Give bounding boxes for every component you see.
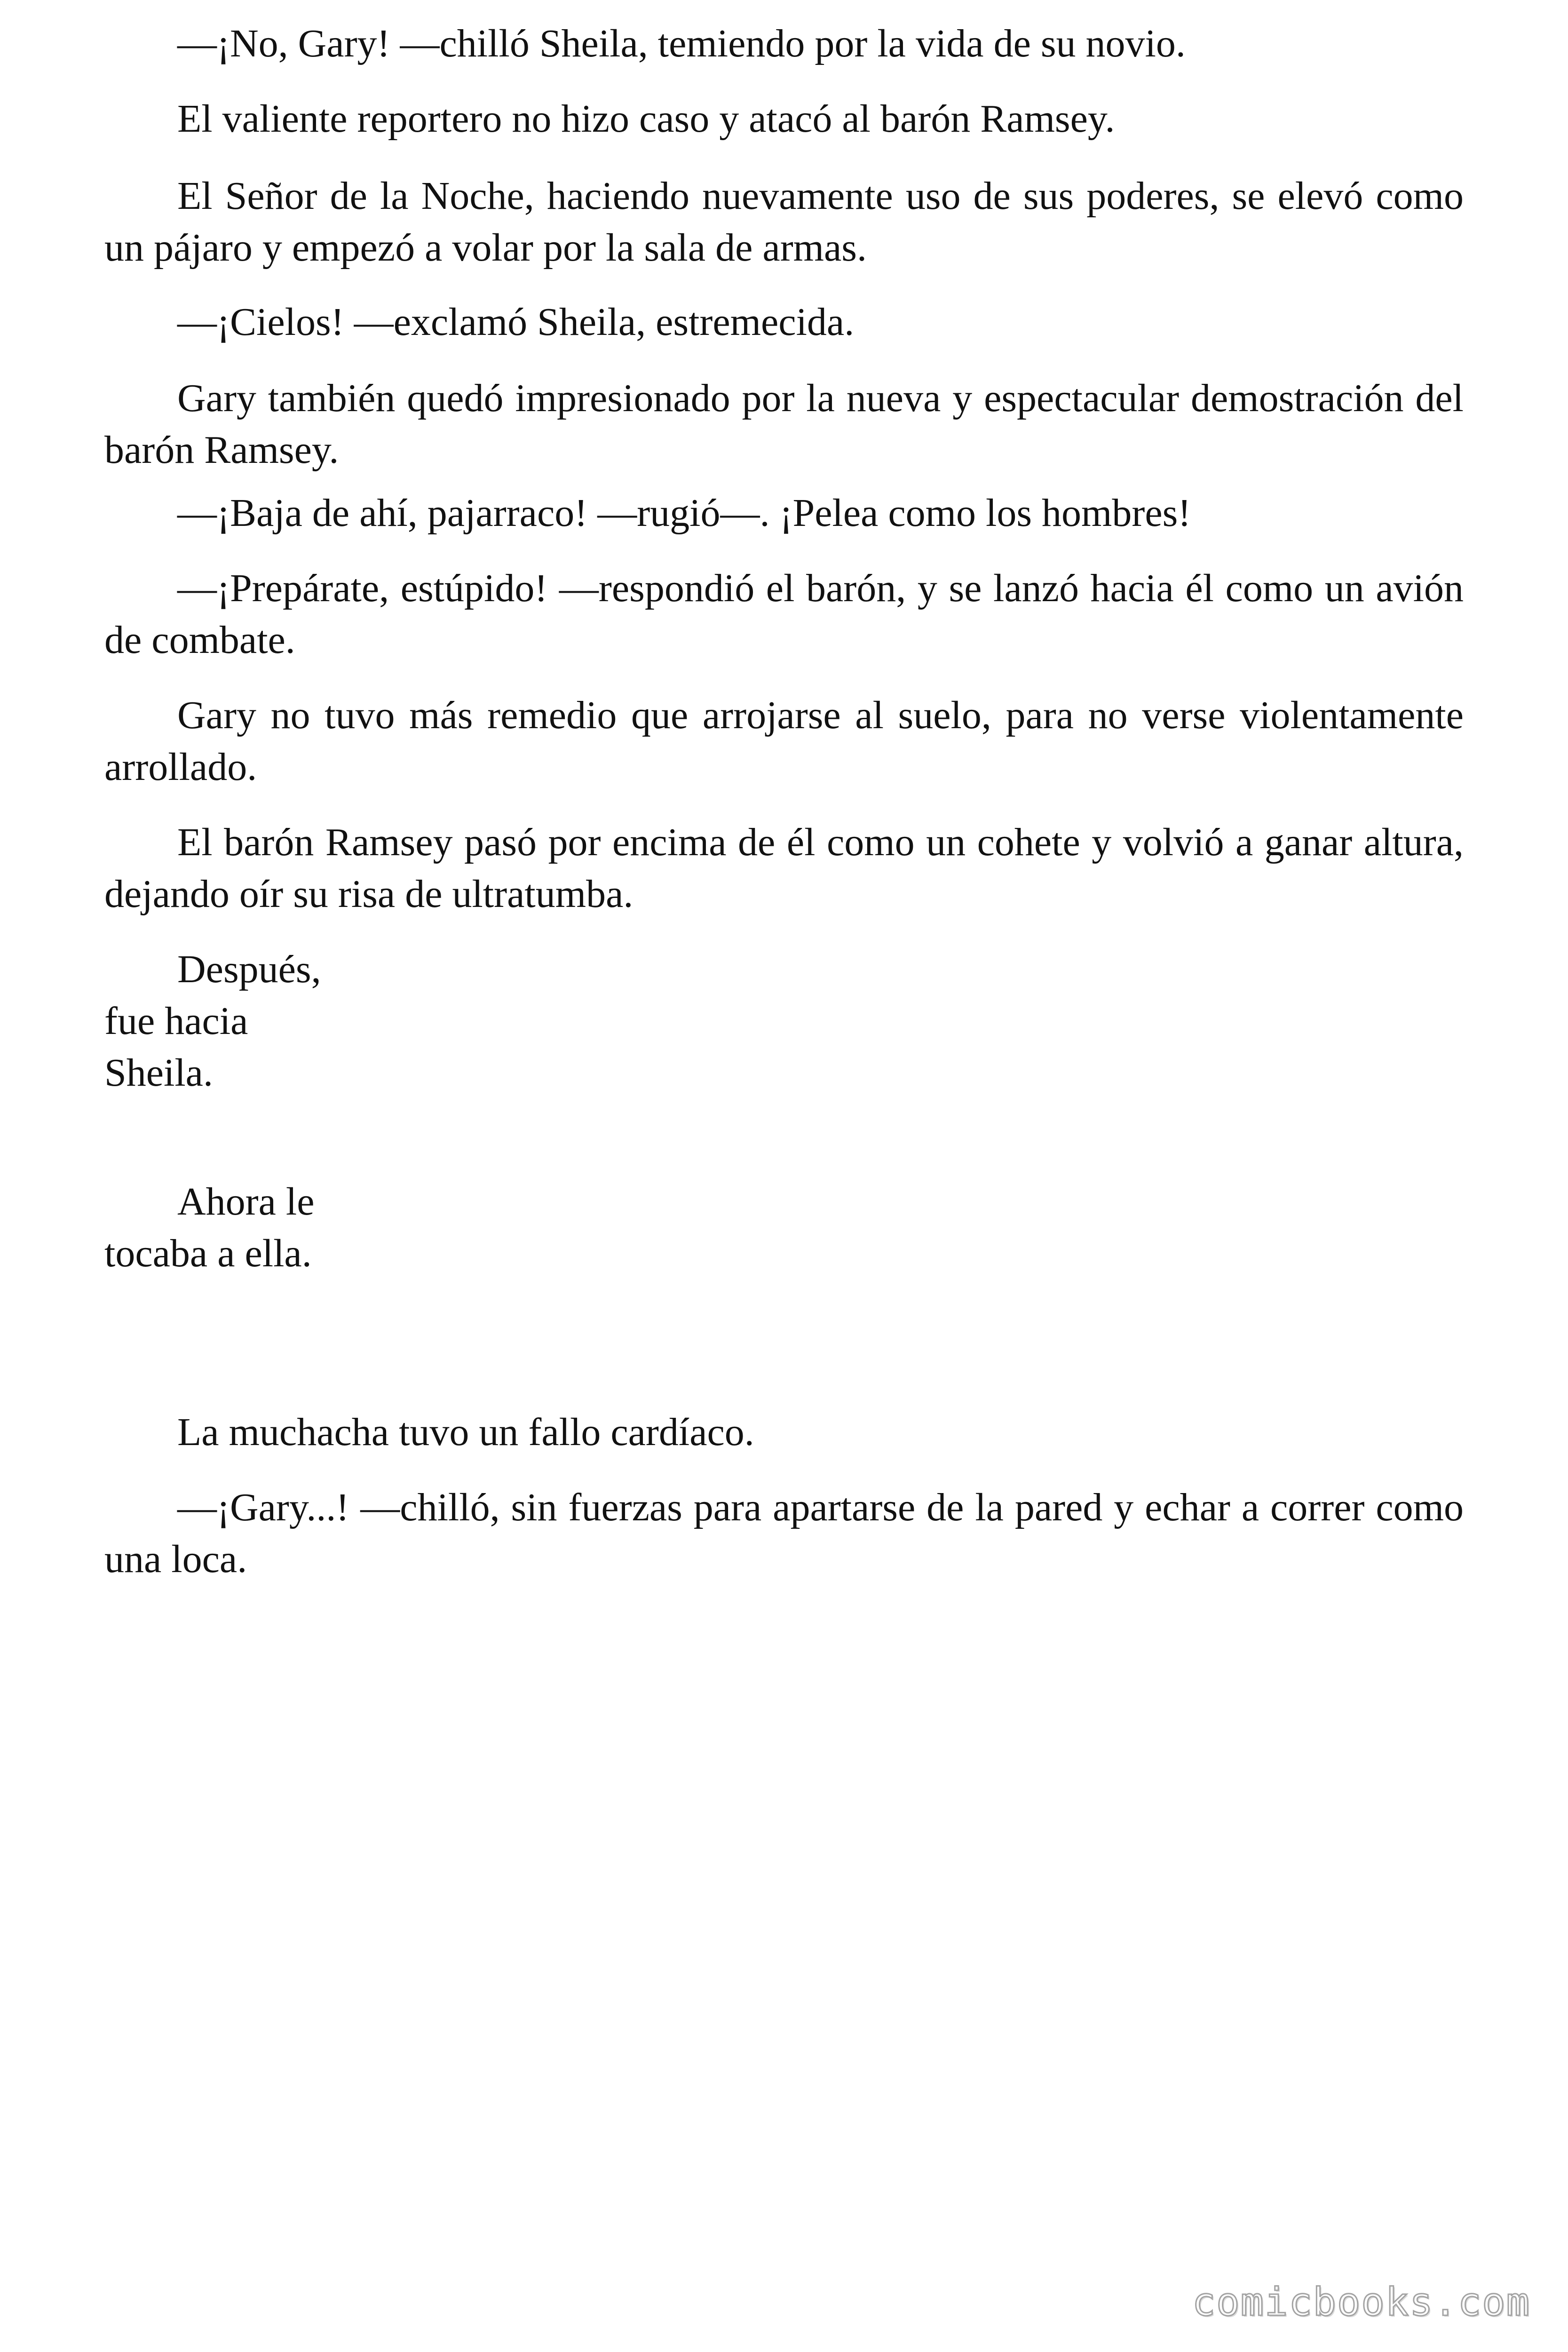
paragraph-6: —¡Baja de ahí, pajarraco! —rugió—. ¡Pelea como los hombres! bbox=[177, 491, 1191, 535]
paragraph-3: El Señor de la Noche, haciendo nuevamente uso de sus poderes, se elevó como un pájaro y empezó a volar por la sala de armas. bbox=[104, 174, 1464, 270]
paragraph-13: —¡Gary...! —chilló, sin fuerzas para apartarse de la pared y echar a correr como una loca. bbox=[104, 1486, 1464, 1581]
paragraph-8: Gary no tuvo más remedio que arrojarse al suelo, para no verse violentamente arrollado. bbox=[104, 693, 1464, 789]
paragraph-4: —¡Cielos! —exclamó Sheila, estremecida. bbox=[177, 300, 855, 344]
paragraph-9: El barón Ramsey pasó por encima de él como un cohete y volvió a ganar altura, dejando oír su risa de ultratumba. bbox=[104, 820, 1464, 916]
paragraph-2: El valiente reportero no hizo caso y atacó al barón Ramsey. bbox=[177, 97, 1115, 141]
watermark-logo: comicbooks.com bbox=[1192, 2280, 1530, 2325]
paragraph-5: Gary también quedó impresionado por la nueva y espectacular demostración del barón Ramsey. bbox=[104, 376, 1464, 472]
paragraph-11: Ahora le tocaba a ella. bbox=[104, 1180, 315, 1275]
paragraph-7: —¡Prepárate, estúpido! —respondió el barón, y se lanzó hacia él como un avión de combate. bbox=[104, 566, 1464, 662]
paragraph-10: Después, fue hacia Sheila. bbox=[104, 947, 321, 1095]
paragraph-12: La muchacha tuvo un fallo cardíaco. bbox=[177, 1410, 754, 1454]
paragraph-1: —¡No, Gary! —chilló Sheila, temiendo por la vida de su novio. bbox=[177, 22, 1186, 65]
